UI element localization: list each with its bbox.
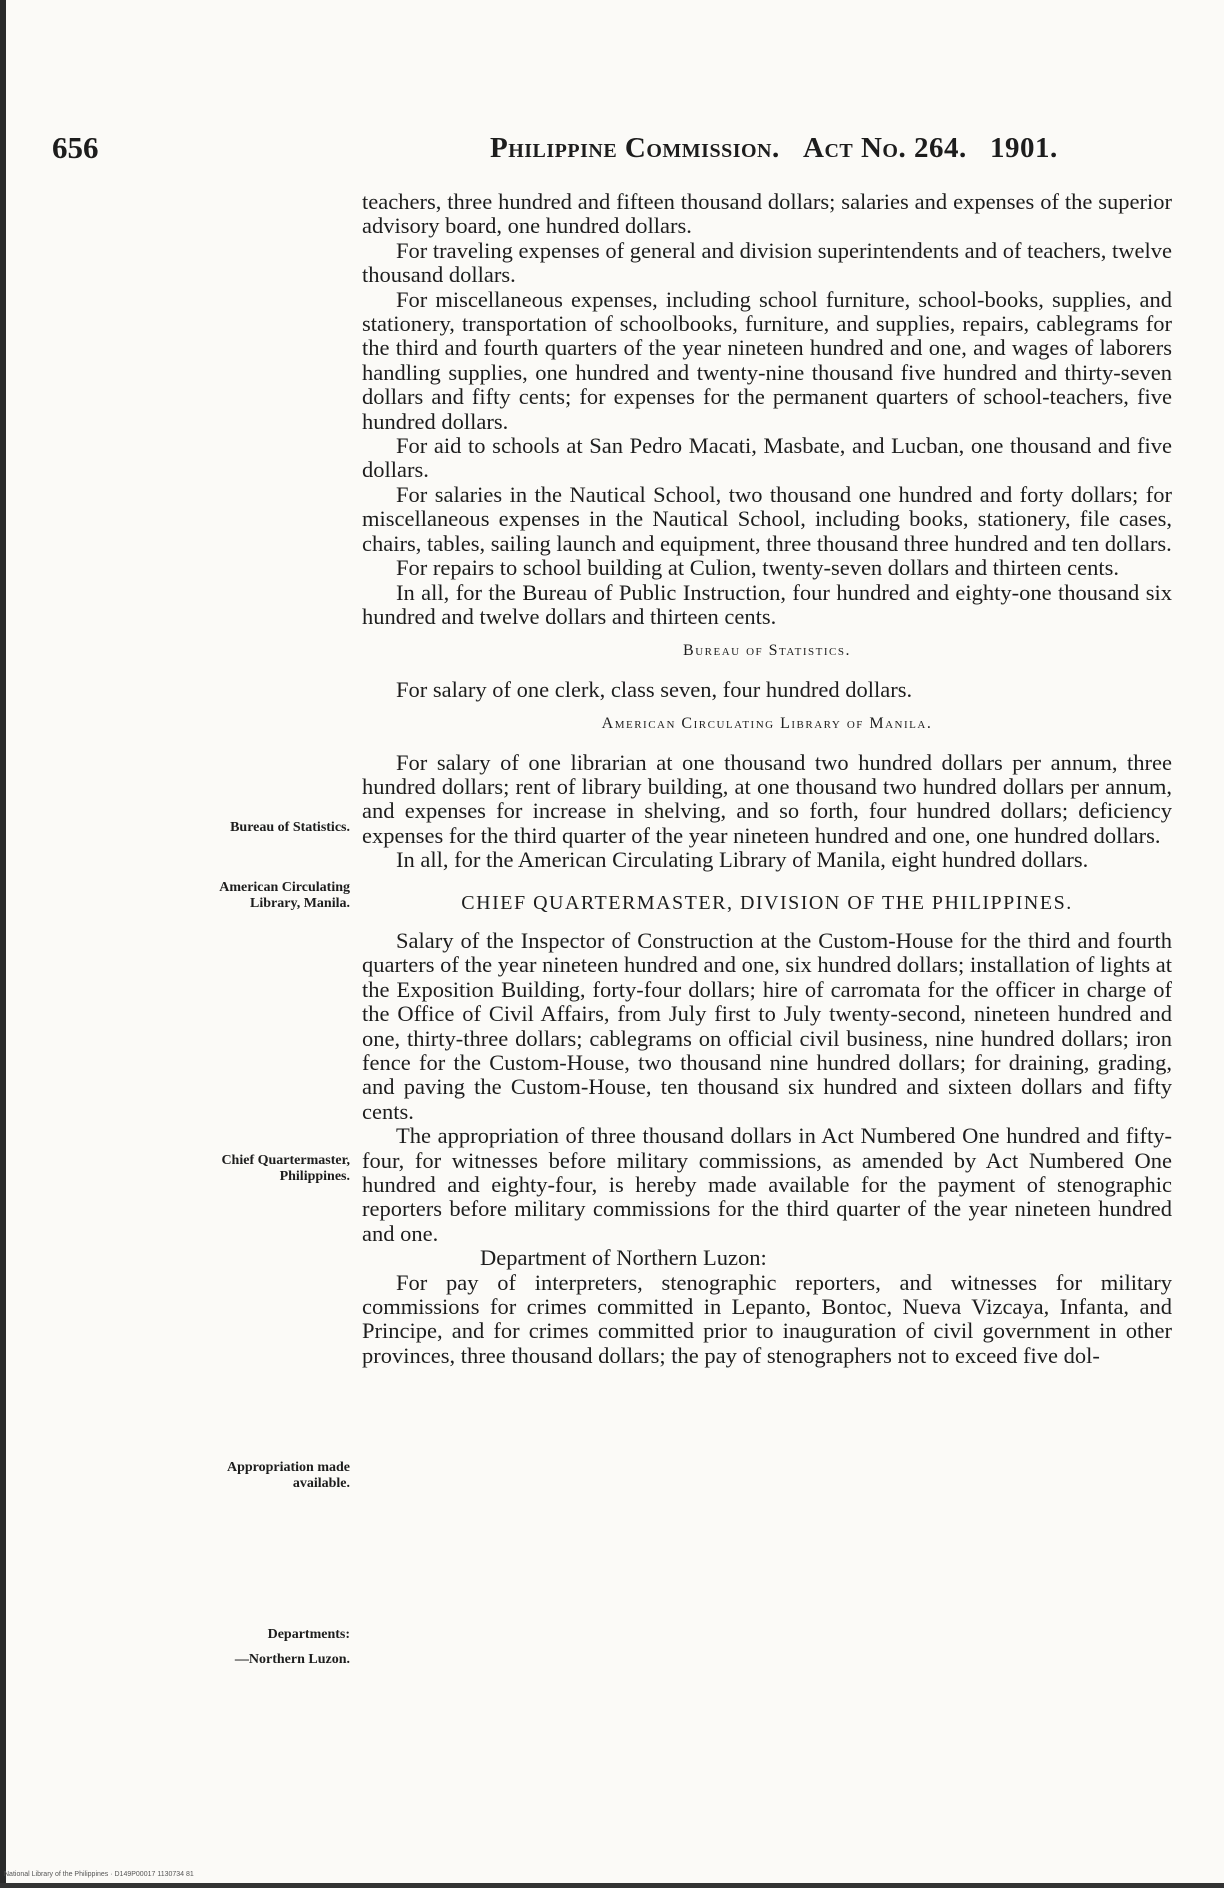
paragraph: For salary of one clerk, class seven, four hundred dollars. [396, 676, 913, 702]
page-number: 656 [52, 130, 99, 165]
margin-note-quartermaster-line1: Chief Quartermaster, [221, 1153, 350, 1168]
paragraph: teachers, three hundred and fifteen thousand dollars; salaries and expenses of the superior advisory board, one hundred dollars. [362, 189, 1172, 239]
section-heading-library: American Circulating Library of Manila. [601, 715, 933, 733]
section-heading-quartermaster: CHIEF QUARTERMASTER, DIVISION OF THE PHILIPPINES. [461, 891, 1073, 914]
running-head-act: Act No. 264. [803, 132, 967, 164]
paragraph: For aid to schools at San Pedro Macati, Masbate, and Lucban, one thousand and five dollars. [362, 433, 1172, 483]
margin-note-appropriation [140, 1460, 350, 1492]
paragraph: In all, for the American Circulating Library of Manila, eight hundred dollars. [396, 847, 1089, 873]
body-text [362, 190, 1172, 1368]
margin-note-library-line1: American Circulating [219, 880, 350, 895]
footer-strip: National Library of the Philippines · D149P00017 1130734 81 [4, 1871, 194, 1878]
paragraph: For miscellaneous expenses, including school furniture, school-books, supplies, and stationery, transportation of schoolbooks, furniture, and supplies, repairs, cablegrams for the third and fourth quarters of the year nineteen hundred and one, and wages of laborers handling supplies, one hundred and twenty-nine thousand five hundred and thirty-seven dollars and fifty cents; for expenses for the permanent quarters of school-teachers, five hundred dollars. [362, 286, 1172, 434]
paragraph: For repairs to school building at Culion, twenty-seven dollars and thirteen cents. [396, 555, 1119, 581]
scan-edge [0, 0, 6, 1888]
running-head-year: 1901. [989, 132, 1058, 164]
paragraph: For traveling expenses of general and division superintendents and of teachers, twelve thousand dollars. [362, 237, 1173, 288]
paragraph: For salaries in the Nautical School, two thousand one hundred and forty dollars; for miscellaneous expenses in the Nautical School, including books, stationery, file cases, chairs, tables, sailing launch and equipment, three thousand three hundred and ten dollars. [362, 481, 1172, 556]
margin-note-quartermaster-line2: Philippines. [279, 1169, 350, 1184]
paragraph: Salary of the Inspector of Construction at the Custom-House for the third and fourth quarters of the year nineteen hundred and one, six hundred dollars; installation of lights at the Exposition Building, forty-four dollars; hire of carromata for the officer in charge of the Office of Civil Affairs, from July first to July twenty-second, nineteen hundred and one, thirty-three dollars; cablegrams on official civil business, nine hundred dollars; iron fence for the Custom-House, two thousand nine hundred dollars; for draining, grading, and paving the Custom-House, ten thousand six hundred and sixteen dollars and fifty cents. [362, 927, 1172, 1124]
margin-note-library-line2: Library, Manila. [250, 896, 350, 911]
paragraph: In all, for the Bureau of Public Instruction, four hundred and eighty-one thousand six hundred and twelve dollars and thirteen cents. [362, 579, 1172, 629]
running-head-title: Philippine Commission. [490, 132, 780, 164]
paragraph: For salary of one librarian at one thousand two hundred dollars per annum, three hundred dollars; rent of library building, at one thousand two hundred dollars per annum, and expenses for increase in shelving, and so forth, four hundred dollars; deficiency expenses for the third quarter of the year nineteen hundred and one, one hundred dollars. [362, 749, 1172, 848]
margin-note-departments: Departments: [267, 1627, 350, 1642]
margin-note-northern-luzon: —Northern Luzon. [234, 1652, 350, 1667]
margin-note-quartermaster [140, 1153, 350, 1185]
sub-heading-northern-luzon: Department of Northern Luzon: [480, 1245, 767, 1271]
paragraph: For pay of interpreters, stenographic reporters, and witnesses for military commissions for crimes committed in Lepanto, Bontoc, Nueva Vizcaya, Infanta, and Principe, and for crimes committed prior to inauguration of civil government in other provinces, three thousand dollars; the pay of stenographers not to exceed five dol- [362, 1269, 1172, 1368]
running-head [490, 132, 1058, 165]
margin-note-appropriation-line1: Appropriation made [226, 1460, 350, 1475]
scan-bottom-edge [0, 1883, 1224, 1888]
section-heading-statistics: Bureau of Statistics. [683, 642, 851, 660]
margin-note-bureau-statistics: Bureau of Statistics. [230, 820, 350, 835]
paragraph: The appropriation of three thousand dollars in Act Numbered One hundred and fifty-four, for witnesses before military commissions, as amended by Act Numbered One hundred and eighty-four, is hereby made available for the payment of stenographic reporters before military commissions for the third quarter of the year nineteen hundred and one. [362, 1123, 1172, 1246]
margin-note-appropriation-line2: available. [292, 1476, 350, 1491]
margin-note-library [140, 880, 350, 912]
